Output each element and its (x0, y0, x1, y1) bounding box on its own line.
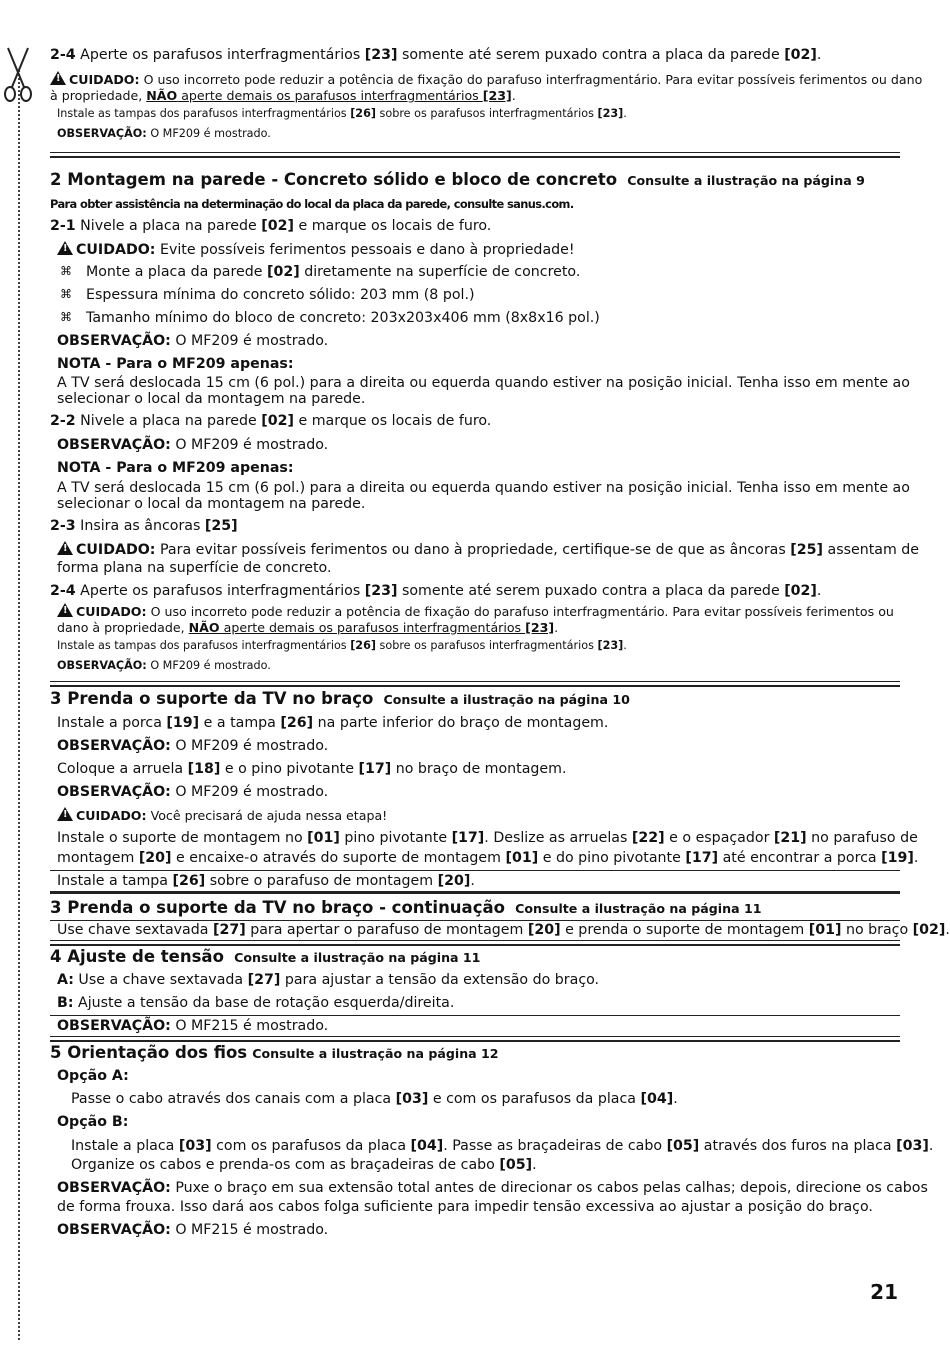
nota-heading: NOTA - Para o MF209 apenas: (57, 356, 294, 372)
observation: OBSERVAÇÃO: O MF209 é mostrado. (57, 738, 329, 754)
observation-line2: de forma frouxa. Isso dará aos cabos folga suficiente para impedir tensão excessiva ao ajustar a posição do braço. (57, 1199, 873, 1215)
section-2-heading: 2 Montagem na parede - Concreto sólido e bloco de concreto Consulte a ilustração na página 9 (50, 170, 865, 189)
nota-text: A TV será deslocada 15 cm (6 pol.) para a direita ou equerda quando estiver na posição inicial. Tenha isso em mente ao (57, 480, 910, 496)
section-divider (50, 1036, 900, 1042)
caution-top-line2: à propriedade, NÃO aperte demais os parafusos interfragmentários [23]. (50, 88, 516, 103)
sec3c-line: Use chave sextavada [27] para apertar o parafuso de montagem [20] e prenda o suporte de montagem [01] no braço [02]. (57, 922, 950, 938)
sec3-line4: montagem [20] e encaixe-o através do suporte de montagem [01] e do pino pivotante [17] até encontrar a porca [19]. (57, 850, 919, 866)
observation: OBSERVAÇÃO: O MF215 é mostrado. (57, 1018, 329, 1034)
sec3-line3: Instale o suporte de montagem no [01] pino pivotante [17]. Deslize as arruelas [22] e o espaçador [21] no parafuso de (57, 830, 918, 846)
caution-2-1: !CUIDADO: Evite possíveis ferimentos pessoais e dano à propriedade! (57, 241, 907, 258)
sec4-b: B: Ajuste a tensão da base de rotação esquerda/direita. (57, 995, 455, 1011)
section-3-heading: 3 Prenda o suporte da TV no braço Consulte a ilustração na página 10 (50, 689, 630, 708)
nota-heading: NOTA - Para o MF209 apenas: (57, 460, 294, 476)
observation: OBSERVAÇÃO: O MF209 é mostrado. (57, 333, 329, 349)
bullet-icon: ⌘ (60, 287, 72, 301)
nota-text-line2: selecionar o local da montagem na parede. (57, 496, 366, 512)
warning-icon (57, 241, 73, 255)
sec3-line2: Coloque a arruela [18] e o pino pivotante [17] no braço de montagem. (57, 761, 567, 777)
option-b-label: Opção B: (57, 1114, 129, 1130)
section-divider (50, 152, 900, 158)
section-divider (50, 681, 900, 687)
install-caps: Instale as tampas dos parafusos interfragmentários [26] sobre os parafusos interfragmentários [23]. (57, 639, 627, 652)
page-number: 21 (870, 1280, 898, 1304)
caution-2-4-line2: dano à propriedade, NÃO aperte demais os parafusos interfragmentários [23]. (57, 620, 559, 635)
line-divider (50, 870, 900, 871)
step-2-3: 2-3 Insira as âncoras [25] (50, 518, 238, 534)
observation-top: OBSERVAÇÃO: O MF209 é mostrado. (57, 127, 271, 140)
bullet-item: ⌘ Tamanho mínimo do bloco de concreto: 203x203x406 mm (8x8x16 pol.) (60, 310, 600, 326)
scissors-icon (2, 46, 36, 104)
nota-text-line2: selecionar o local da montagem na parede. (57, 391, 366, 407)
option-a-label: Opção A: (57, 1068, 129, 1084)
section-divider (50, 940, 900, 946)
cut-line (18, 70, 20, 1340)
step-2-2: 2-2 Nivele a placa na parede [02] e marque os locais de furo. (50, 413, 492, 429)
sec3-line5: Instale a tampa [26] sobre o parafuso de montagem [20]. (57, 873, 475, 889)
line-divider (50, 920, 900, 921)
observation: OBSERVAÇÃO: O MF209 é mostrado. (57, 437, 329, 453)
option-a-text: Passe o cabo através dos canais com a placa [03] e com os parafusos da placa [04]. (71, 1091, 678, 1107)
option-b-text: Instale a placa [03] com os parafusos da placa [04]. Passe as braçadeiras de cabo [05] através dos furos na placa [03]. (71, 1138, 934, 1154)
nota-text: A TV será deslocada 15 cm (6 pol.) para a direita ou equerda quando estiver na posição inicial. Tenha isso em mente ao (57, 375, 910, 391)
observation: OBSERVAÇÃO: O MF209 é mostrado. (57, 659, 271, 672)
caution-2-4: !CUIDADO: O uso incorreto pode reduzir a potência de fixação do parafuso interfragmentário. Para evitar possíveis ferimentos ou (57, 603, 907, 619)
caution-top: !CUIDADO: O uso incorreto pode reduzir a potência de fixação do parafuso interfragmentário. Para evitar possíveis ferimentos ou dano (50, 71, 900, 87)
caution-2-3-line2: forma plana na superfície de concreto. (57, 560, 332, 576)
section-5-heading: 5 Orientação dos fios Consulte a ilustração na página 12 (50, 1043, 499, 1062)
observation: OBSERVAÇÃO: Puxe o braço em sua extensão total antes de direcionar os cabos pelas calhas; depois, direcione os cabos (57, 1180, 928, 1196)
step-2-4: 2-4 Aperte os parafusos interfragmentários [23] somente até serem puxado contra a placa da parede [02]. (50, 583, 822, 599)
warning-icon (57, 541, 73, 555)
bullet-icon: ⌘ (60, 264, 72, 278)
bullet-icon: ⌘ (60, 310, 72, 324)
warning-icon (57, 807, 73, 821)
bullet-item: ⌘ Espessura mínima do concreto sólido: 203 mm (8 pol.) (60, 287, 475, 303)
line-divider (50, 1015, 900, 1016)
section-divider (50, 891, 900, 894)
caution-2-3: !CUIDADO: Para evitar possíveis ferimentos ou dano à propriedade, certifique-se de que as âncoras [25] assentam de (57, 541, 907, 558)
warning-icon (50, 71, 66, 85)
observation: OBSERVAÇÃO: O MF209 é mostrado. (57, 784, 329, 800)
warning-icon (57, 603, 73, 617)
step-2-1: 2-1 Nivele a placa na parede [02] e marque os locais de furo. (50, 218, 492, 234)
sec3-line1: Instale a porca [19] e a tampa [26] na parte inferior do braço de montagem. (57, 715, 609, 731)
option-b-text-line2: Organize os cabos e prenda-os com as braçadeiras de cabo [05]. (71, 1157, 537, 1173)
install-caps-top: Instale as tampas dos parafusos interfragmentários [26] sobre os parafusos interfragmentários [23]. (57, 107, 627, 120)
observation: OBSERVAÇÃO: O MF215 é mostrado. (57, 1222, 329, 1238)
step-2-4-top: 2-4 Aperte os parafusos interfragmentários [23] somente até serem puxado contra a placa da parede [02]. (50, 47, 822, 63)
caution-3: !CUIDADO: Você precisará de ajuda nessa etapa! (57, 807, 907, 823)
section-4-heading: 4 Ajuste de tensão Consulte a ilustração na página 11 (50, 947, 481, 966)
section-3-cont-heading: 3 Prenda o suporte da TV no braço - continuação Consulte a ilustração na página 11 (50, 898, 762, 917)
sec4-a: A: Use a chave sextavada [27] para ajustar a tensão da extensão do braço. (57, 972, 600, 988)
bullet-item: ⌘ Monte a placa da parede [02] diretamente na superfície de concreto. (60, 264, 581, 280)
assist-note: Para obter assistência na determinação do local da placa da parede, consulte sanus.com. (50, 197, 574, 211)
